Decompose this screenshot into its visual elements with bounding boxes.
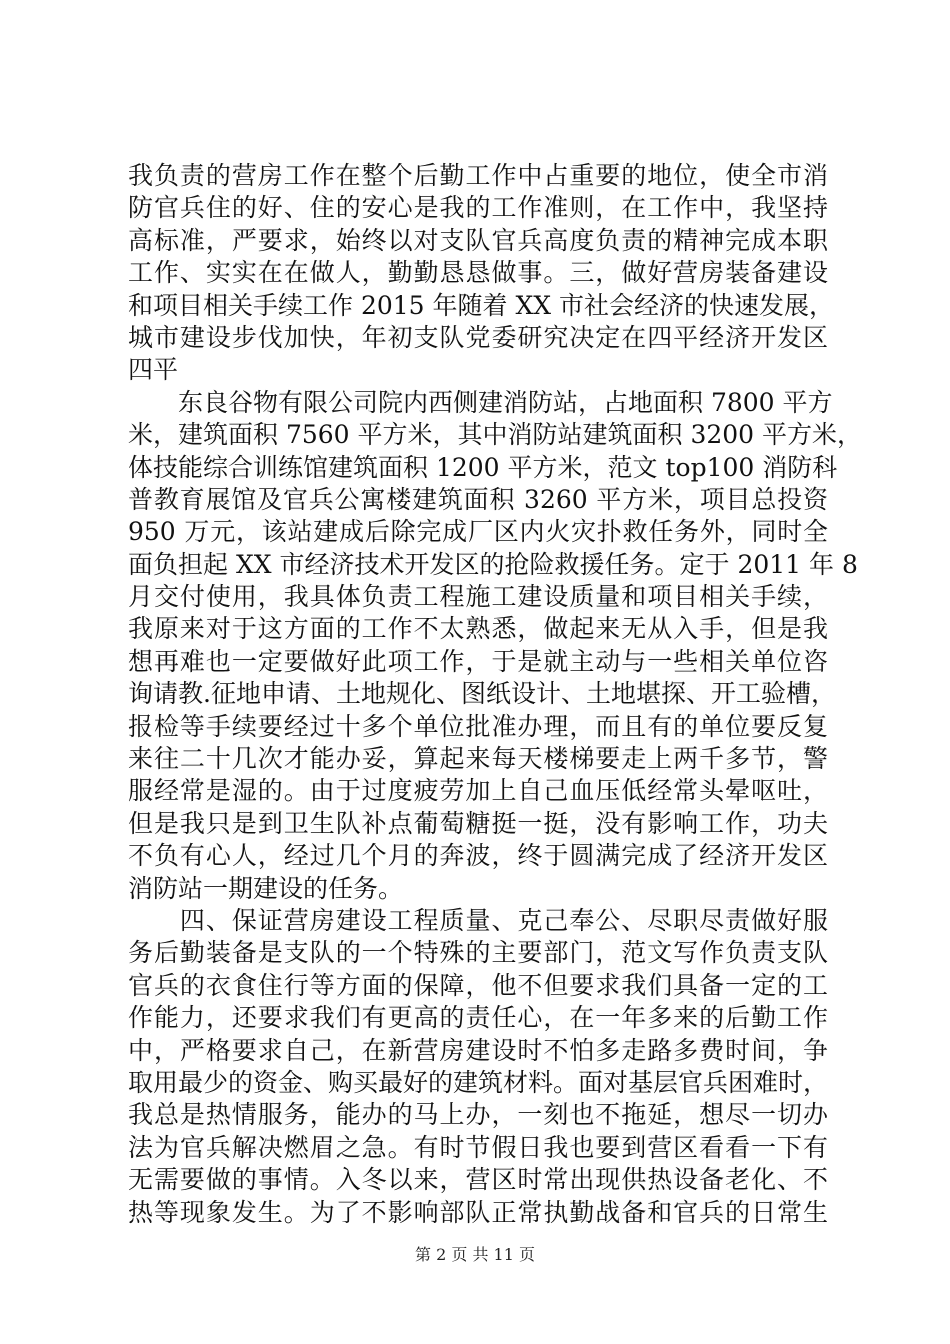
text-line: 官兵的衣食住行等方面的保障，他不但要求我们具备一定的工: [128, 970, 828, 1000]
text-line: 不负有心人，经过几个月的奔波，终于圆满完成了经济开发区: [128, 841, 828, 871]
text-line: 中，严格要求自己，在新营房建设时不怕多走路多费时间，争: [128, 1035, 828, 1065]
text-line: 法为官兵解决燃眉之急。有时节假日我也要到营区看看一下有: [128, 1132, 828, 1162]
text-line: 我负责的营房工作在整个后勤工作中占重要的地位，使全市消: [128, 161, 828, 190]
text-line: 我总是热情服务，能办的马上办，一刻也不拖延，想尽一切办: [128, 1100, 828, 1130]
text-line: 无需要做的事情。入冬以来，营区时常出现供热设备老化、不: [128, 1165, 828, 1195]
document-body: [128, 160, 863, 1229]
paragraph-3: [128, 905, 828, 1229]
text-line: 米，建筑面积 7560 平方米，其中消防站建筑面积 3200 平方米，: [128, 420, 863, 450]
text-line: 工作、实实在在做人，勤勤恳恳做事。三，做好营房装备建设: [128, 258, 828, 288]
text-line: 作能力，还要求我们有更高的责任心，在一年多来的后勤工作: [128, 1003, 828, 1033]
text-line: 四平: [128, 355, 179, 385]
text-line: 东良谷物有限公司院内西侧建消防站，占地面积 7800 平方: [128, 387, 833, 417]
text-line: 950 万元，该站建成后除完成厂区内火灾扑救任务外，同时全: [128, 517, 828, 547]
text-line: 防官兵住的好、住的安心是我的工作准则，在工作中，我坚持: [128, 193, 828, 223]
text-line: 热等现象发生。为了不影响部队正常执勤战备和官兵的日常生: [128, 1197, 828, 1227]
paragraph-1: [128, 160, 835, 387]
text-line: 月交付使用，我具体负责工程施工建设质量和项目相关手续，: [128, 582, 828, 612]
text-line: 和项目相关手续工作 2015 年随着 XX 市社会经济的快速发展，: [128, 290, 835, 320]
text-line: 城市建设步伐加快，年初支队党委研究决定在四平经济开发区: [128, 322, 828, 352]
text-line: 普教育展馆及官兵公寓楼建筑面积 3260 平方米，项目总投资: [128, 484, 828, 514]
text-line: 询请教.征地申请、土地规化、图纸设计、土地堪探、开工验槽，: [128, 679, 836, 709]
text-line: 想再难也一定要做好此项工作，于是就主动与一些相关单位咨: [128, 646, 828, 676]
text-line: 务后勤装备是支队的一个特殊的主要部门，范文写作负责支队: [128, 938, 828, 968]
text-line: 取用最少的资金、购买最好的建筑材料。面对基层官兵困难时，: [128, 1067, 829, 1097]
text-line: 服经常是湿的。由于过度疲劳加上自己血压低经常头晕呕吐，: [128, 776, 828, 806]
text-line: 我原来对于这方面的工作不太熟悉，做起来无从入手，但是我: [128, 614, 828, 644]
text-line: 来往二十几次才能办妥，算起来每天楼梯要走上两千多节，警: [128, 744, 828, 774]
text-line: 体技能综合训练馆建筑面积 1200 平方米，范文 top100 消防科: [128, 452, 838, 482]
paragraph-2: [128, 387, 863, 905]
text-line: 面负担起 XX 市经济技术开发区的抢险救援任务。定于 2011 年 8: [128, 549, 858, 579]
text-line: 消防站一期建设的任务。: [128, 873, 404, 903]
text-line: 四、保证营房建设工程质量、克己奉公、尽职尽责做好服: [128, 905, 828, 935]
page-footer: 第 2 页 共 11 页: [415, 1245, 535, 1264]
text-line: 报检等手续要经过十多个单位批准办理，而且有的单位要反复: [128, 711, 828, 741]
text-line: 高标准，严要求，始终以对支队官兵高度负责的精神完成本职: [128, 225, 828, 255]
text-line: 但是我只是到卫生队补点葡萄糖挺一挺，没有影响工作，功夫: [128, 808, 828, 838]
